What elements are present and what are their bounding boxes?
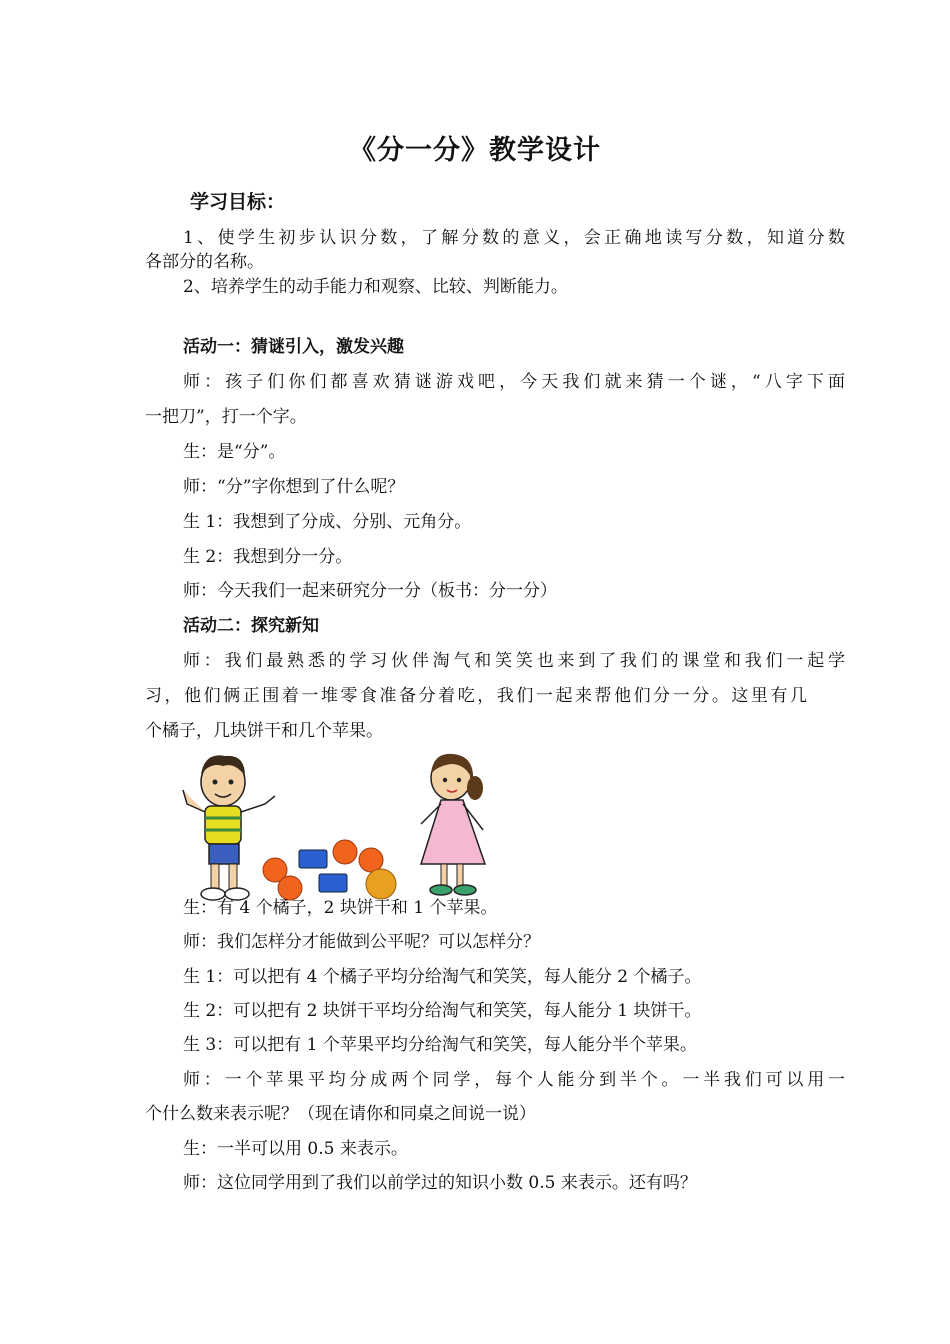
apple-icon (366, 869, 396, 899)
activity-2-para-line-2: 习，他们俩正围着一堆零食准备分着吃，我们一起来帮他们分一分。这里有几 (145, 686, 807, 706)
activity-2-line-9: 师：这位同学用到了我们以前学过的知识小数 0.5 来表示。还有吗？ (183, 1173, 697, 1193)
snacks-illustration (175, 752, 495, 908)
objective-2: 2、培养学生的动手能力和观察、比较、判断能力。 (183, 277, 568, 297)
orange-icon (359, 848, 383, 872)
activity-1-line-5: 生 2：我想到分一分。 (183, 547, 353, 567)
activity-2-line-4: 生 1：可以把有 4 个橘子平均分给淘气和笑笑，每人能分 2 个橘子。 (183, 967, 702, 987)
activity-1-line-4: 生 1：我想到了分成、分别、元角分。 (183, 512, 472, 532)
activity-2-para-line-1: 师：我们最熟悉的学习伙伴淘气和笑笑也来到了我们的课堂和我们一起学 (183, 651, 845, 671)
activity-1-heading: 活动一：猜谜引入，激发兴趣 (183, 337, 404, 357)
activity-2-line-5: 生 2：可以把有 2 块饼干平均分给淘气和笑笑，每人能分 1 块饼干。 (183, 1001, 702, 1021)
activity-2-line-2: 生：有 4 个橘子，2 块饼干和 1 个苹果。 (183, 898, 498, 918)
objective-1-line-2: 各部分的名称。 (145, 252, 264, 272)
activity-1-line-2: 生：是“分”。 (183, 442, 286, 462)
activity-2-line-3: 师：我们怎样分才能做到公平呢？可以怎样分？ (183, 932, 540, 952)
orange-icon (333, 840, 357, 864)
activity-2-line-6: 生 3：可以把有 1 个苹果平均分给淘气和笑笑，每人能分半个苹果。 (183, 1035, 697, 1055)
activity-1-line-1a: 师：孩子们你们都喜欢猜谜游戏吧，今天我们就来猜一个谜，“八字下面 (183, 372, 845, 392)
biscuit-icon (319, 874, 347, 892)
activity-2-line-8: 生：一半可以用 0.5 来表示。 (183, 1139, 408, 1159)
objectives-heading: 学习目标： (190, 191, 286, 213)
activity-1-line-1b: 一把刀”，打一个字。 (145, 407, 307, 427)
biscuit-icon (299, 850, 327, 868)
objective-1-line-1: 1、使学生初步认识分数，了解分数的意义，会正确地读写分数，知道分数 (183, 228, 845, 248)
activity-1-line-3: 师：“分”字你想到了什么呢？ (183, 477, 405, 497)
girl-figure (421, 754, 485, 895)
activity-2-heading: 活动二：探究新知 (183, 616, 319, 636)
activity-2-para-line-3: 个橘子，几块饼干和几个苹果。 (145, 721, 383, 741)
boy-figure (183, 755, 275, 900)
document-title: 《分一分》教学设计 (349, 135, 601, 166)
activity-2-line-7a: 师：一个苹果平均分成两个同学，每个人能分到半个。一半我们可以用一 (183, 1070, 845, 1090)
activity-1-line-6: 师：今天我们一起来研究分一分（板书：分一分） (183, 581, 557, 601)
activity-2-line-7b: 个什么数来表示呢？（现在请你和同桌之间说一说） (145, 1104, 536, 1124)
